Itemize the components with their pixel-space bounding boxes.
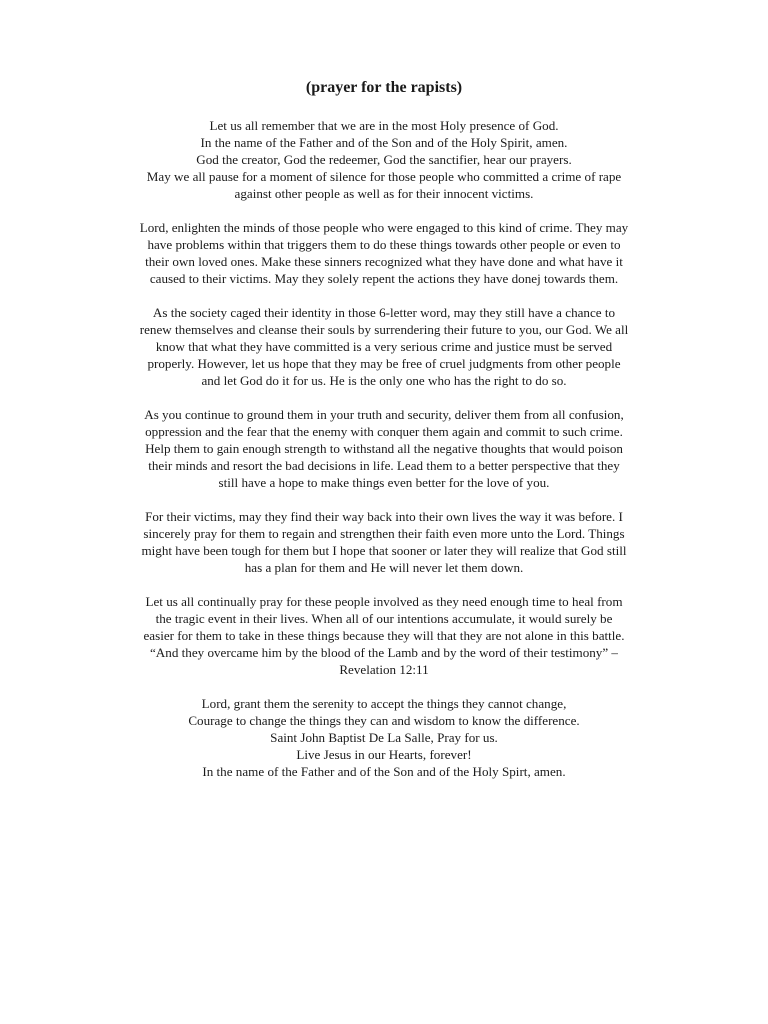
text-line: renew themselves and cleanse their souls by surrendering their future to you, our God. We all (139, 322, 629, 337)
text-line: caused to their victims. May they solely repent the actions they have donej towards them. (149, 271, 619, 286)
paragraph-deliverance (80, 406, 688, 491)
text-line: Let us all remember that we are in the most Holy presence of God. (209, 118, 559, 133)
text-line: For their victims, may they find their way back into their own lives the way it was before. I (145, 509, 623, 524)
page-title: (prayer for the rapists) (305, 79, 463, 96)
text-line: and let God do it for us. He is the only one who has the right to do so. (201, 373, 567, 388)
text-line: easier for them to take in these things because they will that they are not alone in this battle. (143, 628, 625, 643)
paragraph-closing (80, 695, 688, 780)
paragraph-continual-prayer (80, 593, 688, 678)
text-line: In the name of the Father and of the Son and of the Holy Spirit, amen. (200, 135, 568, 150)
text-line: might have been tough for them but I hope that sooner or later they will realize that God still (141, 543, 627, 558)
text-line: have problems within that triggers them to do these things towards other people or even to (147, 237, 621, 252)
scripture-reference: Revelation 12:11 (339, 662, 429, 677)
text-line: has a plan for them and He will never let them down. (244, 560, 524, 575)
text-line: In the name of the Father and of the Son and of the Holy Spirt, amen. (202, 764, 566, 779)
text-line: God the creator, God the redeemer, God the sanctifier, hear our prayers. (196, 152, 572, 167)
text-line: oppression and the fear that the enemy with conquer them again and commit to such crime. (145, 424, 623, 439)
text-line: properly. However, let us hope that they may be free of cruel judgments from other people (147, 356, 621, 371)
text-line: May we all pause for a moment of silence for those people who committed a crime of rape (146, 169, 622, 184)
text-line: the tragic event in their lives. When all of our intentions accumulate, it would surely be (155, 611, 613, 626)
paragraph-opening (80, 117, 688, 202)
text-line: Saint John Baptist De La Salle, Pray for us. (270, 730, 498, 745)
text-line: against other people as well as for their innocent victims. (234, 186, 534, 201)
scripture-quote: “And they overcame him by the blood of the Lamb and by the word of their testimony” – (150, 645, 618, 660)
text-line: Lord, enlighten the minds of those people who were engaged to this kind of crime. They may (139, 220, 629, 235)
text-line: Live Jesus in our Hearts, forever! (296, 747, 472, 762)
text-line: sincerely pray for them to regain and strengthen their faith even more unto the Lord. Things (143, 526, 625, 541)
document-body (80, 117, 688, 780)
text-line: still have a hope to make things even better for the love of you. (218, 475, 550, 490)
text-line: Lord, grant them the serenity to accept the things they cannot change, (201, 696, 567, 711)
text-line: know that what they have committed is a very serious crime and justice must be served (155, 339, 613, 354)
text-line: their own loved ones. Make these sinners recognized what they have done and what have it (145, 254, 623, 269)
paragraph-victims (80, 508, 688, 576)
paragraph-renewal (80, 304, 688, 389)
text-line: Help them to gain enough strength to withstand all the negative thoughts that would poison (145, 441, 623, 456)
paragraph-enlighten (80, 219, 688, 287)
text-line: their minds and resort the bad decisions in life. Lead them to a better perspective that they (148, 458, 620, 473)
text-line: Let us all continually pray for these people involved as they need enough time to heal from (145, 594, 623, 609)
text-line: As you continue to ground them in your truth and security, deliver them from all confusion, (144, 407, 624, 422)
text-line: Courage to change the things they can and wisdom to know the difference. (188, 713, 580, 728)
text-line: As the society caged their identity in those 6-letter word, may they still have a chance to (152, 305, 616, 320)
